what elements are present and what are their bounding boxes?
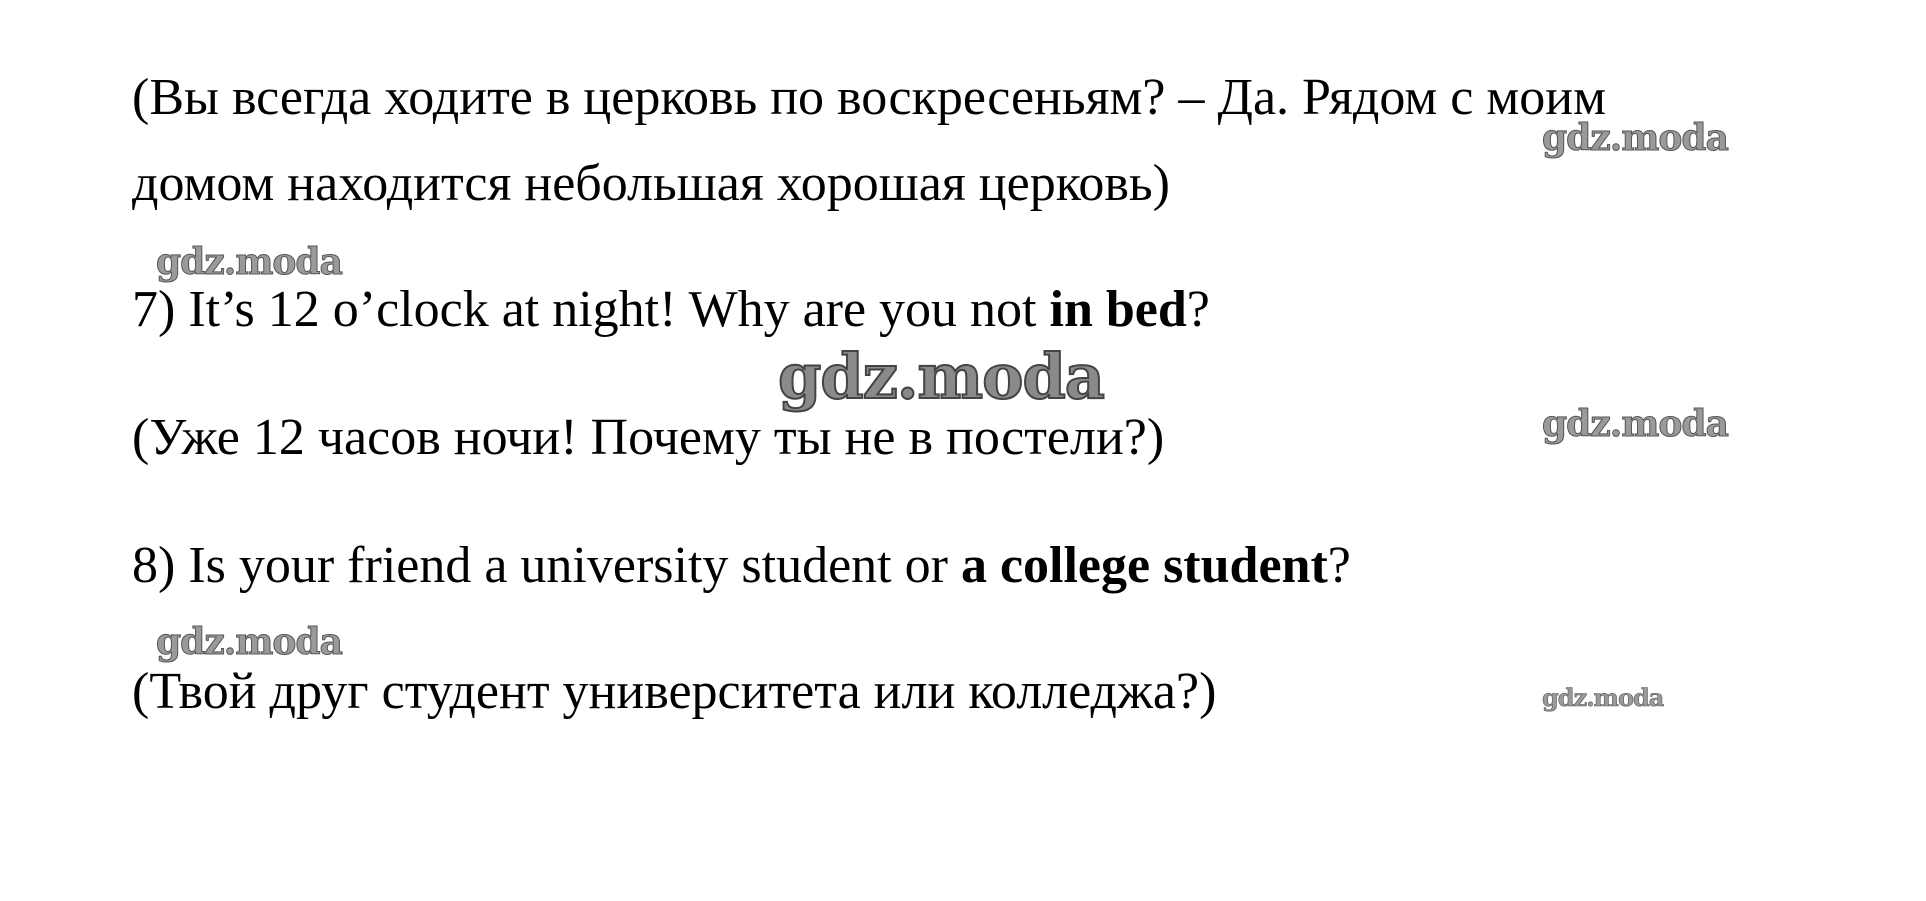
question-7-answer: in bed bbox=[1049, 281, 1187, 338]
watermark-logo: gdz.moda bbox=[156, 241, 342, 283]
question-8 bbox=[132, 537, 1351, 594]
translation-8: (Твой друг студент университета или колледжа?) bbox=[132, 663, 1217, 720]
question-8-answer: a college student bbox=[960, 537, 1328, 594]
text-line-2: домом находится небольшая хорошая церковь) bbox=[132, 155, 1170, 212]
question-8-mark: ? bbox=[1327, 537, 1351, 594]
translation-7: (Уже 12 часов ночи! Почему ты не в постели?) bbox=[132, 409, 1165, 466]
question-7 bbox=[132, 281, 1210, 338]
watermark-logo: gdz.moda bbox=[156, 621, 342, 663]
question-7-text: 7) It’s 12 o’clock at night! Why are you not bbox=[132, 281, 1050, 338]
text-line-1: (Вы всегда ходите в церковь по воскресеньям? – Да. Рядом с моим bbox=[132, 69, 1607, 126]
watermark-logo: gdz.moda bbox=[778, 340, 1104, 413]
question-8-text: 8) Is your friend a university student or bbox=[132, 537, 961, 594]
question-7-mark: ? bbox=[1186, 281, 1210, 338]
watermark-logo: gdz.moda bbox=[1542, 403, 1728, 445]
watermark-logo: gdz.moda bbox=[1542, 117, 1728, 159]
watermark-logo: gdz.moda bbox=[1542, 683, 1664, 712]
